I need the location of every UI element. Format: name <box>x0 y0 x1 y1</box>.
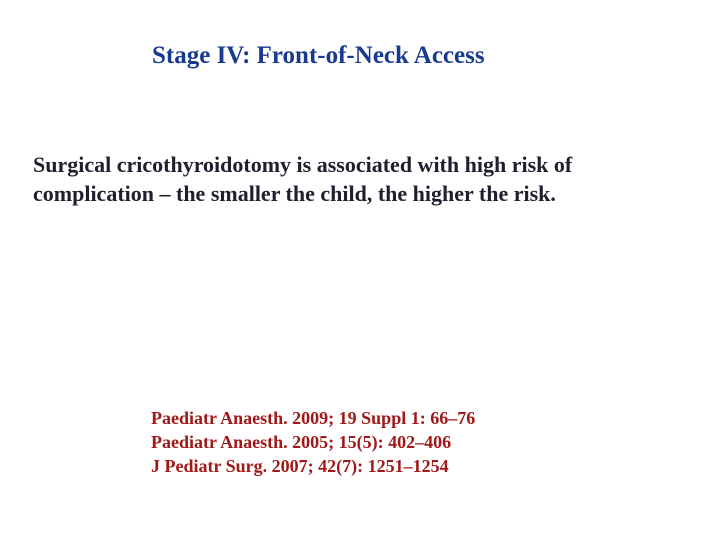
references-list <box>151 406 475 478</box>
reference-2: Paediatr Anaesth. 2005; 15(5): 402–406 <box>151 432 452 452</box>
reference-3: J Pediatr Surg. 2007; 42(7): 1251–1254 <box>151 456 449 476</box>
body-line-1: Surgical cricothyroidotomy is associated with high risk of <box>33 152 573 177</box>
body-text <box>33 150 703 208</box>
reference-1: Paediatr Anaesth. 2009; 19 Suppl 1: 66–76 <box>151 408 476 428</box>
slide-title: Stage IV: Front-of-Neck Access <box>152 42 485 69</box>
body-line-2: complication – the smaller the child, the higher the risk. <box>33 181 556 206</box>
